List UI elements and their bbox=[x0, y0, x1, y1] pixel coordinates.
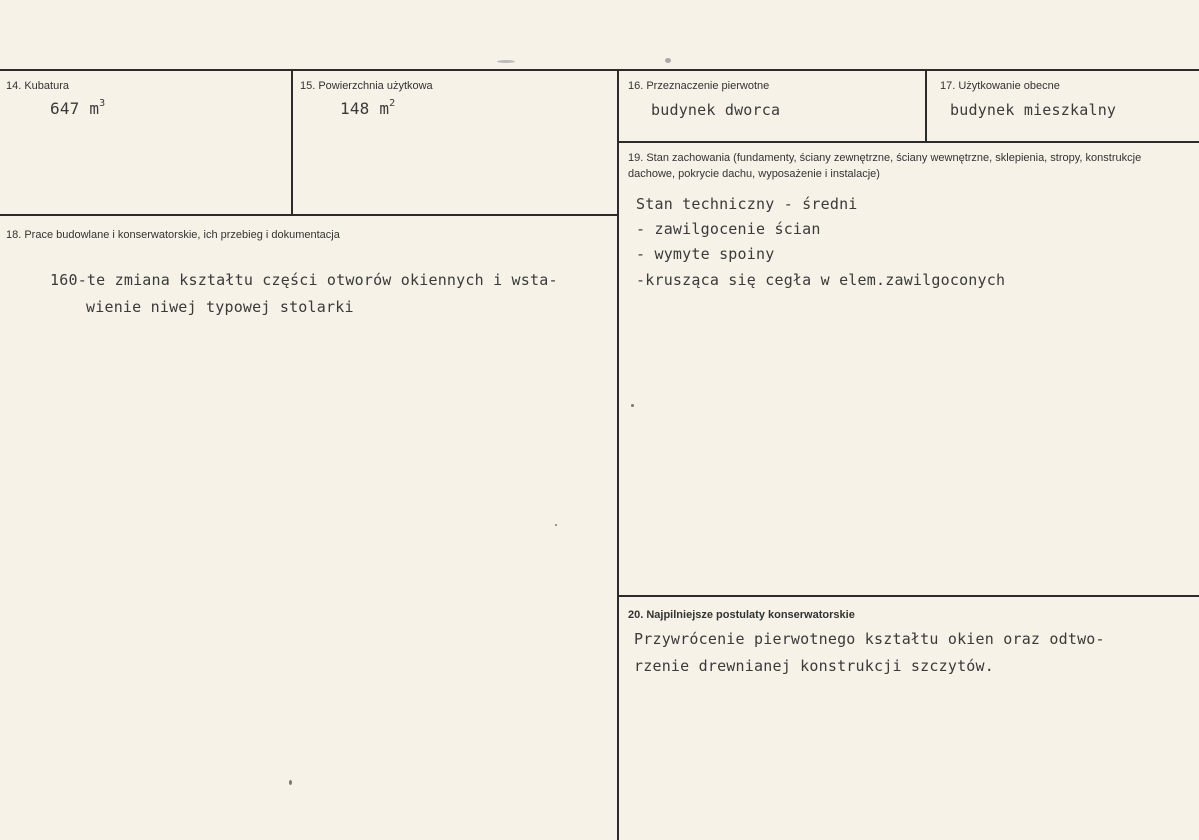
usable-area-value: 148 m bbox=[340, 99, 390, 118]
field-15-label: 15. Powierzchnia użytkowa bbox=[300, 80, 433, 92]
works-line-2: wienie niwej typowej stolarki bbox=[86, 298, 354, 316]
condition-line-4: -krusząca się cegła w elem.zawilgoconych bbox=[636, 271, 1006, 289]
works-line-1: 160-te zmiana kształtu części otworów okiennych i wsta- bbox=[50, 271, 558, 289]
row-divider-right-lower bbox=[618, 595, 1199, 597]
center-divider bbox=[617, 69, 619, 840]
paper-speck bbox=[289, 780, 292, 785]
paper-speck bbox=[497, 60, 515, 63]
divider-16-17 bbox=[925, 69, 927, 142]
original-purpose-value: budynek dworca bbox=[651, 101, 781, 119]
row-divider-right-upper bbox=[618, 141, 1199, 143]
condition-line-1: Stan techniczny - średni bbox=[636, 195, 858, 213]
paper-speck bbox=[555, 524, 557, 526]
paper-speck bbox=[631, 404, 634, 407]
usable-area-exponent: 2 bbox=[389, 97, 396, 109]
field-18-label: 18. Prace budowlane i konserwatorskie, ich przebieg i dokumentacja bbox=[6, 229, 340, 241]
divider-14-15 bbox=[291, 69, 293, 215]
cubature-exponent: 3 bbox=[99, 97, 106, 109]
paper-speck bbox=[665, 58, 671, 63]
top-border-line bbox=[0, 69, 1199, 71]
field-14-label: 14. Kubatura bbox=[6, 80, 69, 92]
condition-line-3: - wymyte spoiny bbox=[636, 245, 775, 263]
row-divider-left bbox=[0, 214, 618, 216]
field-14-value bbox=[50, 99, 105, 118]
postulates-line-2: rzenie drewnianej konstrukcji szczytów. bbox=[634, 657, 994, 675]
field-20-label: 20. Najpilniejsze postulaty konserwatorskie bbox=[628, 609, 855, 621]
postulates-line-1: Przywrócenie pierwotnego kształtu okien oraz odtwo- bbox=[634, 630, 1105, 648]
condition-line-2: - zawilgocenie ścian bbox=[636, 220, 821, 238]
field-17-label: 17. Użytkowanie obecne bbox=[940, 80, 1060, 92]
current-use-value: budynek mieszkalny bbox=[950, 101, 1117, 119]
field-15-value bbox=[340, 99, 395, 118]
field-16-label: 16. Przeznaczenie pierwotne bbox=[628, 80, 770, 92]
field-19-label: 19. Stan zachowania (fundamenty, ściany zewnętrzne, ściany wewnętrzne, sklepienia, stropy, konstrukcje dachowe, pokrycie dachu, wyposażenie i instalacje) bbox=[628, 152, 1142, 180]
cubature-value: 647 m bbox=[50, 99, 100, 118]
